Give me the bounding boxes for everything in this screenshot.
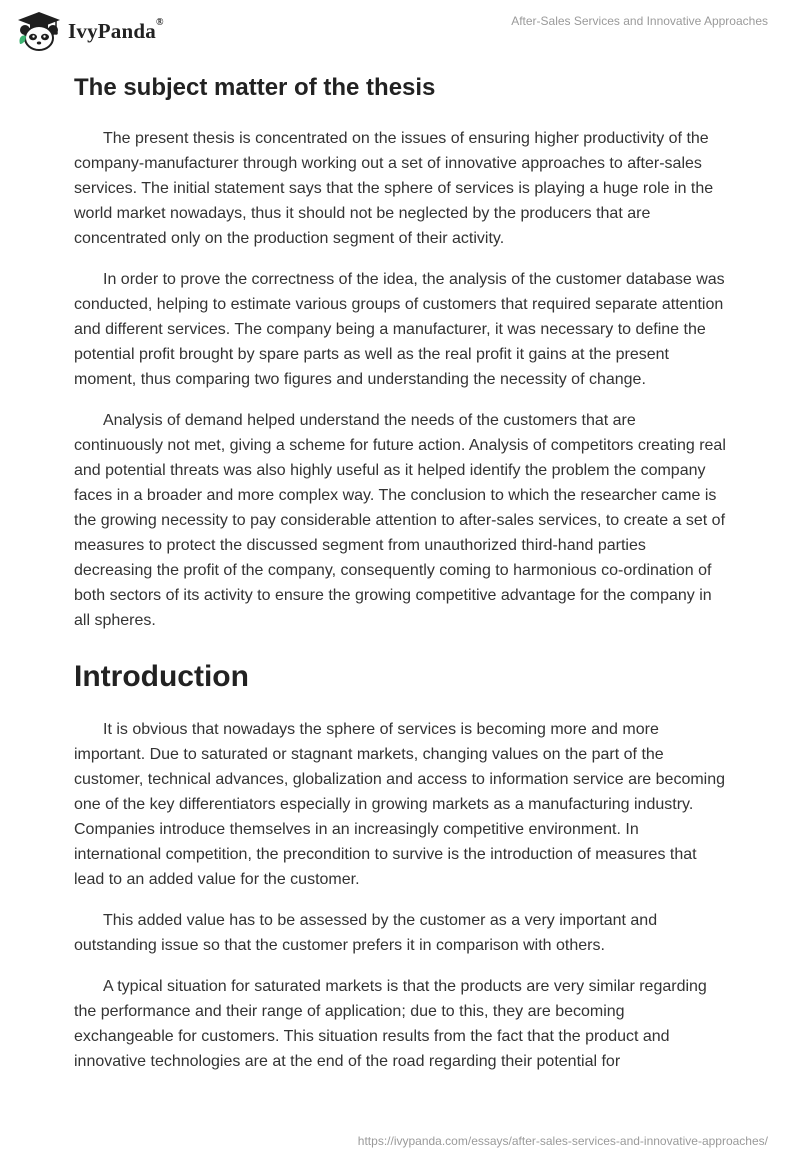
paragraph: In order to prove the correctness of the idea, the analysis of the customer database was conducted, helping to estimate various groups of customers that required separate attention and different services. The company being a manufacturer, it was necessary to define the potential profit brought by spare parts as well as the real profit it gains at the present moment, thus comparing two figures and understanding the necessity of change. — [74, 271, 725, 388]
paragraph: This added value has to be assessed by the customer as a very important and outstanding issue so that the customer prefers it in comparison with others. — [74, 912, 658, 954]
registered-mark: ® — [155, 16, 164, 28]
brand-name: IvyPanda® — [68, 16, 164, 43]
document-title: After-Sales Services and Innovative Approaches — [511, 14, 768, 28]
section-heading-subject: The subject matter of the thesis — [74, 74, 436, 101]
panda-logo-icon — [16, 10, 62, 52]
paragraph: A typical situation for saturated markets is that the products are very similar regarding the performance and their range of application; due to this, they are becoming exchangeable for customers. This situation results from the fact that the product and innovative technologies are at the end of the road regarding their potential for — [74, 978, 707, 1070]
paragraph: Analysis of demand helped understand the needs of the customers that are continuously not met, giving a scheme for future action. Analysis of competitors creating real and potential threats was also highly useful as it helped identify the problem the company faces in a broader and more complex way. The conclusion to which the researcher came is the growing necessity to pay considerable attention to after-sales services, to create a set of measures to protect the discussed segment from unauthorized third-hand parties decreasing the profit of the company, consequently coming to harmonious co-ordination of both sectors of its activity to ensure the growing competitive advantage for the company in all spheres. — [74, 412, 726, 629]
logo[interactable] — [16, 10, 164, 52]
paragraph: The present thesis is concentrated on the issues of ensuring higher productivity of the company-manufacturer through working out a set of innovative approaches to after-sales services. The initial statement says that the sphere of services is playing a huge role in the world market nowadays, thus it should not be neglected by the producers that are concentrated only on the production segment of their activity. — [74, 130, 714, 247]
source-url[interactable]: https://ivypanda.com/essays/after-sales-services-and-innovative-approaches/ — [357, 1134, 768, 1148]
paragraph: It is obvious that nowadays the sphere of services is becoming more and more important. Due to saturated or stagnant markets, changing values on the part of the customer, technical advances, globalization and access to information service are becoming one of the key differentiators especially in growing markets as a manufacturing industry. Companies introduce themselves in an increasingly competitive environment. In international competition, the precondition to survive is the introduction of measures that lead to an added value for the customer. — [74, 721, 726, 888]
section-heading-introduction: Introduction — [74, 660, 249, 693]
essay-content — [74, 72, 728, 1090]
